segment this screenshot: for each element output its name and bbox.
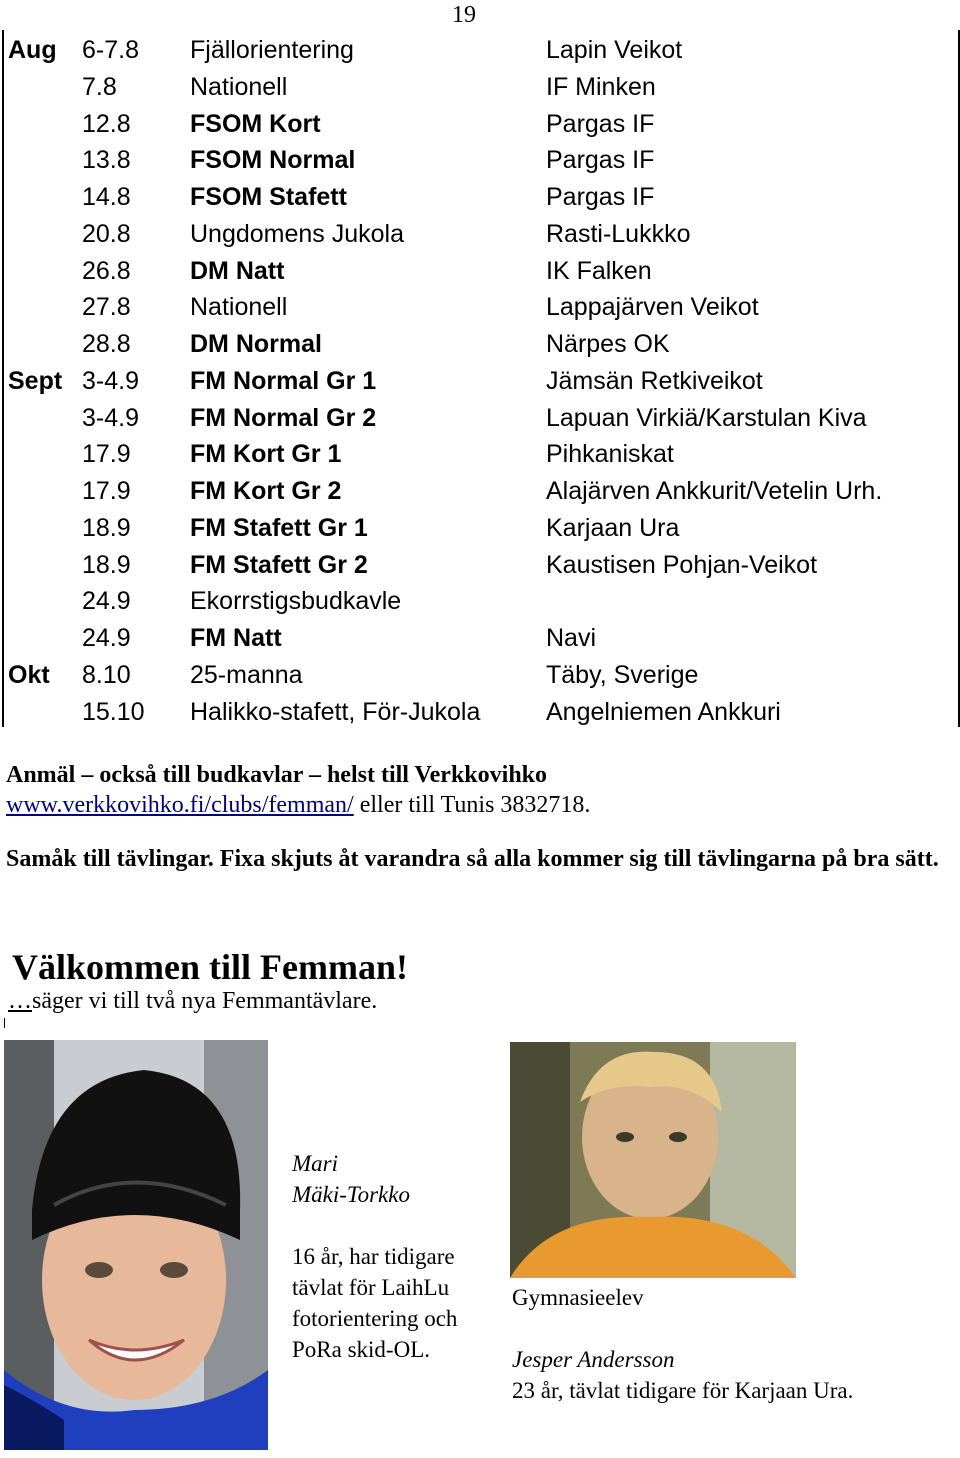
schedule-event: DM Natt xyxy=(190,256,285,285)
schedule-row xyxy=(4,253,958,289)
schedule-row xyxy=(4,436,958,472)
schedule-row xyxy=(4,69,958,105)
competition-schedule xyxy=(2,30,960,727)
name-jesper: Jesper Andersson xyxy=(512,1347,675,1372)
schedule-organizer: Kaustisen Pohjan-Veikot xyxy=(546,550,818,579)
role-jesper: Gymnasieelev xyxy=(512,1285,644,1310)
name-mari-first: Mari xyxy=(292,1151,338,1176)
description-mari: 16 år, har tidigare tävlat för LaihLu fotorientering och PoRa skid-OL. xyxy=(292,1244,458,1362)
schedule-date: 17.9 xyxy=(82,440,131,469)
schedule-date: 27.8 xyxy=(82,293,131,322)
schedule-row xyxy=(4,142,958,178)
schedule-organizer: Lappajärven Veikot xyxy=(546,293,759,322)
schedule-organizer: Täby, Sverige xyxy=(546,660,699,689)
schedule-date: 20.8 xyxy=(82,219,131,248)
registration-notes xyxy=(6,760,951,874)
welcome-subtitle xyxy=(8,988,377,1015)
margin-mark xyxy=(4,1018,5,1028)
schedule-date: 14.8 xyxy=(82,183,131,211)
schedule-organizer: Jämsän Retkiveikot xyxy=(546,366,763,395)
schedule-event: Fjällorientering xyxy=(190,36,354,64)
schedule-organizer: Angelniemen Ankkuri xyxy=(546,697,781,726)
photo-jesper xyxy=(510,1042,796,1278)
schedule-date: 24.9 xyxy=(82,587,131,616)
schedule-organizer: Lapuan Virkiä/Karstulan Kiva xyxy=(546,403,867,432)
schedule-row xyxy=(4,216,958,252)
schedule-row xyxy=(4,32,958,68)
schedule-row xyxy=(4,473,958,509)
schedule-date: 13.8 xyxy=(82,146,131,175)
caption-mari xyxy=(292,1148,472,1365)
ellipsis: … xyxy=(8,988,32,1014)
schedule-organizer: Karjaan Ura xyxy=(546,513,680,542)
schedule-row xyxy=(4,510,958,546)
schedule-event: Nationell xyxy=(190,293,288,322)
schedule-event: FM Normal Gr 2 xyxy=(190,403,377,432)
schedule-month: Sept xyxy=(8,366,63,395)
schedule-row xyxy=(4,694,958,730)
schedule-month: Aug xyxy=(8,36,57,64)
schedule-row xyxy=(4,179,958,215)
schedule-event: FM Normal Gr 1 xyxy=(190,366,377,395)
schedule-row xyxy=(4,620,958,656)
schedule-organizer: Lapin Veikot xyxy=(546,36,683,64)
schedule-row xyxy=(4,583,958,619)
schedule-month: Okt xyxy=(8,660,50,689)
schedule-date: 28.8 xyxy=(82,330,131,358)
carpool-note: Samåk till tävlingar. Fixa skjuts åt varandra så alla kommer sig till tävlingarna på bra sätt. xyxy=(6,846,939,872)
contact-line: eller till Tunis 3832718. xyxy=(353,792,591,818)
schedule-row xyxy=(4,657,958,693)
schedule-date: 6-7.8 xyxy=(82,36,139,64)
schedule-organizer: Navi xyxy=(546,624,597,652)
schedule-event: Nationell xyxy=(190,72,288,101)
schedule-row xyxy=(4,400,958,436)
schedule-organizer: Pihkaniskat xyxy=(546,440,674,469)
schedule-organizer: Rasti-Lukkko xyxy=(546,219,691,248)
schedule-row xyxy=(4,289,958,325)
page-number: 19 xyxy=(452,2,476,28)
welcome-subtitle-text: säger vi till två nya Femmantävlare. xyxy=(32,988,378,1014)
schedule-event: 25-manna xyxy=(190,660,303,689)
schedule-event: FM Stafett Gr 1 xyxy=(190,513,368,542)
schedule-event: DM Normal xyxy=(190,330,322,358)
schedule-organizer: Pargas IF xyxy=(546,109,655,138)
schedule-date: 15.10 xyxy=(82,697,145,726)
photo-mari xyxy=(4,1040,268,1450)
schedule-date: 17.9 xyxy=(82,477,131,505)
schedule-date: 12.8 xyxy=(82,109,131,138)
name-mari-last: Mäki-Torkko xyxy=(292,1182,410,1207)
schedule-event: Ekorrstigsbudkavle xyxy=(190,587,402,616)
schedule-row xyxy=(4,326,958,362)
verkkovihko-link[interactable]: www.verkkovihko.fi/clubs/femman/ xyxy=(6,792,354,818)
schedule-organizer: Alajärven Ankkurit/Vetelin Urh. xyxy=(546,477,883,505)
schedule-date: 24.9 xyxy=(82,624,131,652)
schedule-date: 3-4.9 xyxy=(82,403,139,432)
welcome-title: Välkommen till Femman! xyxy=(12,947,408,987)
schedule-event: FSOM Kort xyxy=(190,109,321,138)
schedule-date: 3-4.9 xyxy=(82,366,139,395)
schedule-date: 8.10 xyxy=(82,660,131,689)
schedule-date: 7.8 xyxy=(82,72,117,101)
schedule-date: 18.9 xyxy=(82,550,131,579)
schedule-event: Ungdomens Jukola xyxy=(190,219,405,248)
schedule-event: FM Kort Gr 2 xyxy=(190,477,342,505)
schedule-event: FSOM Normal xyxy=(190,146,356,175)
schedule-row xyxy=(4,106,958,142)
schedule-organizer: Närpes OK xyxy=(546,330,670,358)
schedule-date: 26.8 xyxy=(82,256,131,285)
schedule-event: Halikko-stafett, För-Jukola xyxy=(190,697,481,726)
schedule-organizer: Pargas IF xyxy=(546,146,655,175)
schedule-row xyxy=(4,363,958,399)
schedule-event: FM Stafett Gr 2 xyxy=(190,550,368,579)
caption-jesper xyxy=(512,1282,952,1406)
schedule-organizer: IK Falken xyxy=(546,256,652,285)
schedule-event: FM Kort Gr 1 xyxy=(190,440,342,469)
description-jesper: 23 år, tävlat tidigare för Karjaan Ura. xyxy=(512,1378,854,1403)
schedule-organizer: IF Minken xyxy=(546,72,656,101)
schedule-row xyxy=(4,547,958,583)
schedule-event: FSOM Stafett xyxy=(190,183,347,211)
schedule-date: 18.9 xyxy=(82,513,131,542)
schedule-event: FM Natt xyxy=(190,624,282,652)
schedule-organizer: Pargas IF xyxy=(546,183,655,211)
registration-line: Anmäl – också till budkavlar – helst till Verkkovihko xyxy=(6,762,548,788)
